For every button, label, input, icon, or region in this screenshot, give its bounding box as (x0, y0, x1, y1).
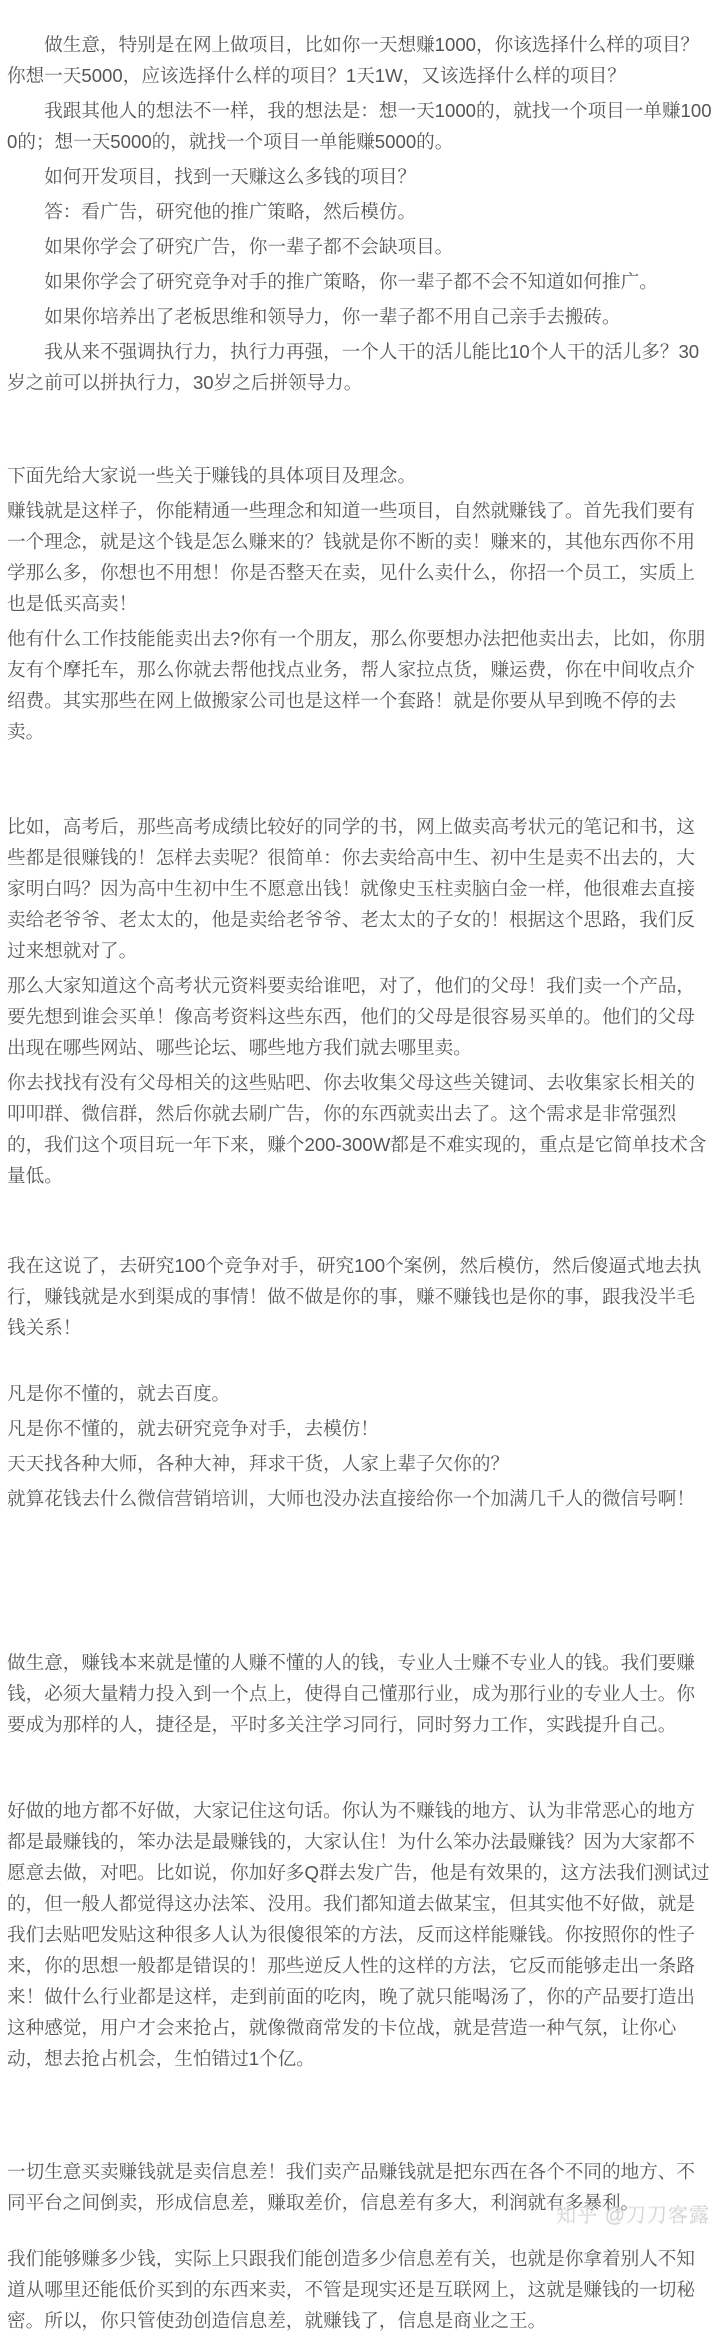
section-gap (7, 1347, 713, 1378)
paragraph: 做生意，赚钱本来就是懂的人赚不懂的人的钱，专业人士赚不专业人的钱。我们要赚钱，必须大量精力投入到一个点上，使得自己懂那行业，成为那行业的专业人士。你要成为那样的人，捷径是，平时多关注学习同行，同时努力工作，实践提升自己。 (7, 1652, 695, 1735)
paragraph: 他有什么工作技能能卖出去?你有一个朋友，那么你要想办法把他卖出去，比如，你朋友有个摩托车，那么你就去帮他找点业务，帮人家拉点货，赚运费，你在中间收点介绍费。其实那些在网上做搬家公司也是这样一个套路！就是你要从早到晚不停的去卖。 (7, 628, 706, 742)
section-gap (7, 1744, 713, 1795)
paragraph: 你去找找有没有父母相关的这些贴吧、你去收集父母这些关键词、去收集家长相关的叩叩群、微信群，然后你就去刷广告，你的东西就卖出去了。这个需求是非常强烈的，我们这个项目玩一年下来，赚个200-300W都是不难实现的，重点是它简单技术含量低。 (7, 1072, 707, 1186)
paragraph: 我跟其他人的想法不一样，我的想法是：想一天1000的，就找一个项目一单赚1000的；想一天5000的，就找一个项目一单能赚5000的。 (7, 100, 712, 152)
paragraph: 答：看广告，研究他的推广策略，然后模仿。 (44, 201, 417, 222)
paragraph: 凡是你不懂的，就去研究竞争对手，去模仿！ (7, 1418, 379, 1439)
section-gap (7, 751, 713, 811)
paragraph: 我从来不强调执行力，执行力再强，一个人干的活儿能比10个人干的活儿多？30岁之前可以拼执行力，30岁之后拼领导力。 (7, 341, 700, 393)
paragraph: 如果你学会了研究广告，你一辈子都不会缺项目。 (44, 236, 454, 257)
paragraph: 如何开发项目，找到一天赚这么多钱的项目？ (44, 166, 417, 187)
paragraph: 凡是你不懂的，就去百度。 (7, 1383, 231, 1404)
section-gap (7, 1518, 713, 1647)
section-gap (7, 1195, 713, 1250)
paragraph: 那么大家知道这个高考状元资料要卖给谁吧，对了，他们的父母！我们卖一个产品，要先想到谁会买单！像高考资料这些东西，他们的父母是很容易买单的。他们的父母出现在哪些网站、哪些论坛、哪些地方我们就去哪里卖。 (7, 975, 695, 1058)
paragraph: 我在这说了，去研究100个竞争对手，研究100个案例，然后模仿，然后傻逼式地去执行，赚钱就是水到渠成的事情！做不做是你的事，赚不赚钱也是你的事，跟我没半毛钱关系！ (7, 1255, 702, 1338)
paragraph: 天天找各种大师，各种大神，拜求干货，人家上辈子欠你的？ (7, 1453, 510, 1474)
paragraph: 赚钱就是这样子，你能精通一些理念和知道一些项目，自然就赚钱了。首先我们要有一个理念，就是这个钱是怎么赚来的？钱就是你不断的卖！赚来的，其他东西你不用学那么多，你想也不用想！你是否整天在卖，见什么卖什么，你招一个员工，实质上也是低买高卖！ (7, 500, 695, 614)
paragraph: 如果你学会了研究竞争对手的推广策略，你一辈子都不会不知道如何推广。 (44, 271, 658, 292)
paragraph: 下面先给大家说一些关于赚钱的具体项目及理念。 (7, 465, 417, 486)
paragraph: 做生意，特别是在网上做项目，比如你一天想赚1000，你该选择什么样的项目？你想一天5000，应该选择什么样的项目？1天1W，又该选择什么样的项目？ (7, 34, 700, 86)
paragraph: 好做的地方都不好做，大家记住这句话。你认为不赚钱的地方、认为非常恶心的地方都是最赚钱的，笨办法是最赚钱的，大家认住！为什么笨办法最赚钱？因为大家都不愿意去做，对吧。比如说，你加好多Q群去发广告，他是有效果的，这方法我们测试过的，但一般人都觉得这办法笨、没用。我们都知道去做某宝，但其实他不好做，就是我们去贴吧发贴这种很多人认为很傻很笨的方法，反而这样能赚钱。你按照你的性子来，你的思想一般都是错误的！那些逆反人性的这样的方法，它反而能够走出一条路来！做什么行业都是这样，走到前面的吃肉，晚了就只能喝汤了，你的产品要打造出这种感觉，用户才会来抢占，就像微商常发的卡位战，就是营造一种气氛，让你心动，想去抢占机会，生怕错过1个亿。 (7, 1800, 710, 2069)
zhihu-watermark: 知乎 @刀刀客露 (556, 2205, 710, 2227)
paragraph: 比如，高考后，那些高考成绩比较好的同学的书，网上做卖高考状元的笔记和书，这些都是很赚钱的！怎样去卖呢？很简单：你去卖给高中生、初中生是卖不出去的，大家明白吗？因为高中生初中生不愿意出钱！就像史玉柱卖脑白金一样，他很难去直接卖给老爷爷、老太太的，他是卖给老爷爷、老太太的子女的！根据这个思路，我们反过来想就对了。 (7, 816, 695, 961)
paragraph: 我们能够赚多少钱，实际上只跟我们能创造多少信息差有关，也就是你拿着别人不知道从哪里还能低价买到的东西来卖，不管是现实还是互联网上，这就是赚钱的一切秘密。所以，你只管使劲创造信息差，就赚钱了，信息是商业之王。 (7, 2248, 695, 2331)
section-gap (7, 402, 713, 460)
section-gap (7, 2078, 713, 2156)
paragraph: 如果你培养出了老板思维和领导力，你一辈子都不用自己亲手去搬砖。 (44, 306, 621, 327)
paragraph: 一切生意买卖赚钱就是卖信息差！我们卖产品赚钱就是把东西在各个不同的地方、不同平台之间倒卖，形成信息差，赚取差价，信息差有多大，利润就有多暴利。 (7, 2161, 695, 2213)
paragraph: 就算花钱去什么微信营销培训，大师也没办法直接给你一个加满几千人的微信号啊！ (7, 1488, 695, 1509)
